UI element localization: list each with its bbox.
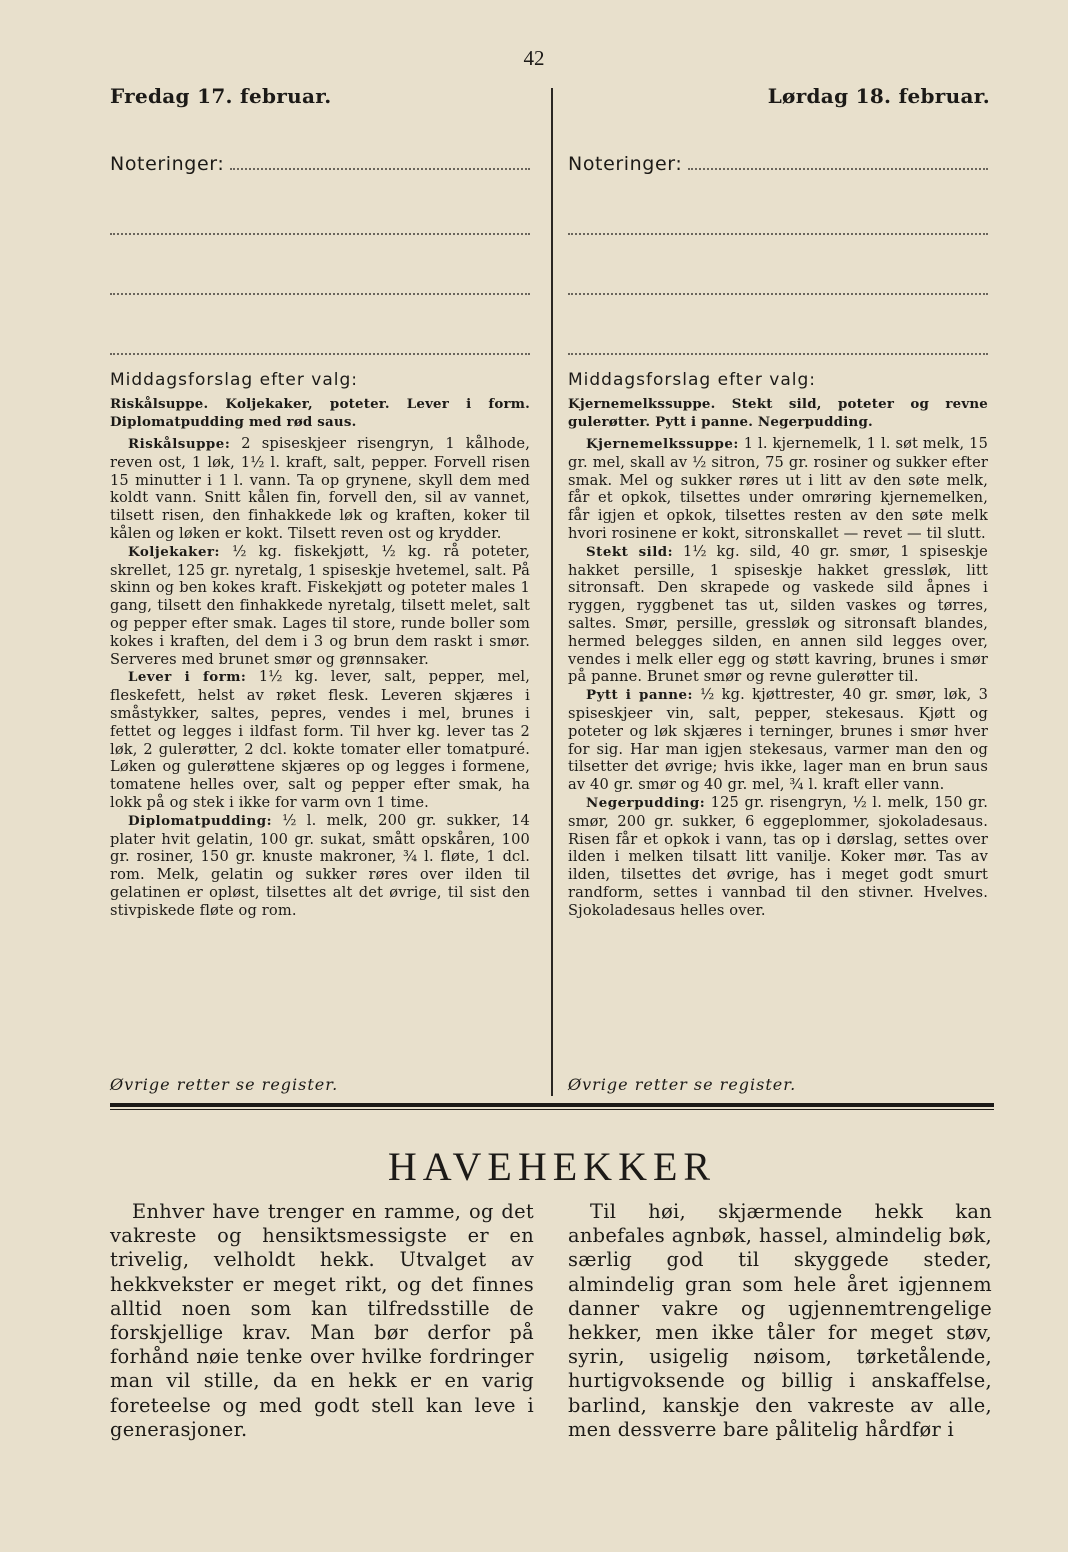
- recipe-title: Diplomatpudding:: [128, 812, 273, 829]
- notes-line: [568, 291, 988, 295]
- notes-label-left: Noteringer:: [110, 153, 225, 175]
- notes-line: [110, 231, 530, 235]
- menu-summary: Kjernemelkssuppe. Stekt sild, poteter og revne gulerøtter. Pytt i panne. Negerpudding.: [568, 396, 988, 430]
- recipe-title: Lever i form:: [128, 669, 247, 686]
- section-rule-thin: [110, 1109, 994, 1110]
- recipe: [568, 543, 988, 686]
- notes-line: [110, 291, 530, 295]
- notes-line: [688, 167, 988, 170]
- recipe: [110, 668, 530, 811]
- recipe-title: Stekt sild:: [586, 543, 674, 560]
- article-text-left: Enhver have trenger en ramme, og det vakreste og hensiktsmessigste er en trivelig, velholdt hekk. Utvalget av hekkvekster er meget rikt, og det finnes alltid noen som kan tilfredsstille de forskjellige krav. Man bør derfor på forhånd nøie tenke over hvilke fordringer man vil stille, da en hekk er en varig foreteelse og med godt stell kan leve i generasjoner.: [110, 1200, 534, 1441]
- notes-line: [568, 351, 988, 355]
- article-title: HAVEHEKKER: [387, 1144, 717, 1189]
- recipe-title: Kjernemelkssuppe:: [586, 436, 739, 452]
- recipe: [110, 543, 530, 669]
- other-dishes-note-left: Øvrige retter se register.: [110, 1075, 339, 1094]
- recipe: [568, 435, 988, 543]
- menu-summary: Riskålsuppe. Koljekaker, poteter. Lever i form. Diplomatpudding med rød saus.: [110, 396, 530, 430]
- menu-right: [568, 370, 988, 920]
- recipe-title: Pytt i panne:: [586, 687, 693, 704]
- recipe-text: ½ kg. kjøttrester, 40 gr. smør, løk, 3 spiseskjeer vin, salt, pepper, stekesaus. Kjøtt og poteter og løk skjæres i terninger, brunes i smør hver for sig. Har man igjen stekesaus, varmer man den og tilsetter det øvrige; hvis ikke, lager man en brun saus av 40 gr. smør og 40 gr. mel, ¾ l. kraft eller vann.: [568, 686, 988, 794]
- day-heading-left: Fredag 17. februar.: [110, 84, 332, 108]
- recipe-text: 1 l. kjernemelk, 1 l. søt melk, 15 gr. mel, skall av ½ sitron, 75 gr. rosiner og sukker efter smak. Mel og sukker røres ut i litt av den søte melk, får et opkok, tilsettes under omrøring kjernemelken, får igjen et opkok, tilsettes resten av den søte melk hvori rosinene er kokt, sitronskallet — revet — til slutt.: [568, 435, 988, 542]
- recipe-title: Koljekaker:: [128, 543, 220, 560]
- notes-line: [110, 351, 530, 355]
- day-heading-right: Lørdag 18. februar.: [767, 84, 990, 108]
- article-text-right: Til høi, skjærmende hekk kan anbefales agnbøk, hassel, almindelig bøk, særlig god til skyggede steder, almindelig gran som hele året igjennem danner vakre og ugjennemtrengelige hekker, men ikke tåler for meget støv, syrin, usigelig nøisom, tørketålende, hurtigvoksende og billig i anskaffelse, barlind, kanskje den vakreste av alle, men dessverre bare pålitelig hårdfør i: [568, 1200, 992, 1441]
- notes-line: [230, 167, 530, 170]
- notes-right: [568, 153, 988, 355]
- page-number: 42: [523, 46, 545, 70]
- recipe: [568, 794, 988, 920]
- notes-label-right: Noteringer:: [568, 153, 683, 175]
- recipe-text: 125 gr. risengryn, ½ l. melk, 150 gr. smør, 200 gr. sukker, 6 eggeplommer, sjokoladesaus. Risen får et opkok i vann, tas op i dørslag, settes over ilden i melken tilsatt litt vanilje. Koker mør. Tas av ilden, tilsettes det øvrige, has i meget godt smurt randform, settes i vannbad til den stivner. Hvelves. Sjokoladesaus helles over.: [568, 793, 988, 919]
- section-rule: [110, 1103, 994, 1107]
- recipe: [110, 812, 530, 920]
- notes-left: [110, 153, 530, 355]
- recipe-text: 1½ kg. sild, 40 gr. smør, 1 spiseskje hakket persille, 1 spiseskje hakket gressløk, litt sitronsaft. Den skrapede og vaskede sild åpnes i ryggen, ryggbenet tas ut, silden vaskes og tørres, saltes. Smør, persille, gressløk og sitronsaft blandes, hermed belegges silden, en annen sild legges over, vendes i melk eller egg og støtt kavring, brunes i smør på panne. Brunet smør og revne gulerøtter til.: [568, 542, 988, 686]
- notes-line: [568, 231, 988, 235]
- recipe-text: ½ kg. fiskekjøtt, ½ kg. rå poteter, skrellet, 125 gr. nyretalg, 1 spiseskje hvetemel, salt. På skinn og ben kokes kraft. Fiskekjøtt og poteter males 1 gang, tilsett den finhakkede nyretalg, tilsett melet, salt og pepper efter smak. Lages til store, runde boller som kokes i kraften, del dem i 3 og brun dem raskt i smør. Serveres med brunet smør og grønnsaker.: [110, 542, 530, 668]
- recipe-text: ½ l. melk, 200 gr. sukker, 14 plater hvit gelatin, 100 gr. sukat, smått opskåren, 100 gr. rosiner, 150 gr. knuste makroner, ¾ l. fløte, 1 dcl. rom. Melk, gelatin og sukker røres over ilden til gelatinen er opløst, tilsettes alt det øvrige, til sist den stivpiskede fløte og rom.: [110, 811, 530, 919]
- menu-heading: Middagsforslag efter valg:: [568, 370, 816, 390]
- menu-left: [110, 370, 530, 920]
- recipe: [110, 435, 530, 543]
- menu-heading: Middagsforslag efter valg:: [110, 370, 358, 390]
- recipe-text: 2 spiseskjeer risengryn, 1 kålhode, reven ost, 1 løk, 1½ l. kraft, salt, pepper. Forvell risen 15 minutter i 1 l. vann. Ta op grynene, skyll dem med koldt vann. Snitt kålen fin, forvell den, sil av vannet, tilsett risen, den finhakkede løk og kraften, koker til kålen og løken er kokt. Tilsett reven ost og krydder.: [110, 435, 530, 542]
- recipe-title: Riskålsuppe:: [128, 436, 231, 452]
- recipe-text: 1½ kg. lever, salt, pepper, mel, fleskefett, helst av røket flesk. Leveren skjæres i småstykker, saltes, pepres, vendes i mel, brunes i fettet og legges i ildfast form. Til hver kg. lever tas 2 løk, 2 gulerøtter, 2 dcl. kokte tomater eller tomatpuré. Løken og gulerøttene skjæres op og legges i formene, tomatene helles over, salt og pepper efter smak, ha lokk på og stek i ikke for varm ovn 1 time.: [110, 668, 530, 811]
- column-divider: [551, 88, 553, 1096]
- other-dishes-note-right: Øvrige retter se register.: [568, 1075, 797, 1094]
- recipe: [568, 686, 988, 794]
- recipe-title: Negerpudding:: [586, 794, 706, 811]
